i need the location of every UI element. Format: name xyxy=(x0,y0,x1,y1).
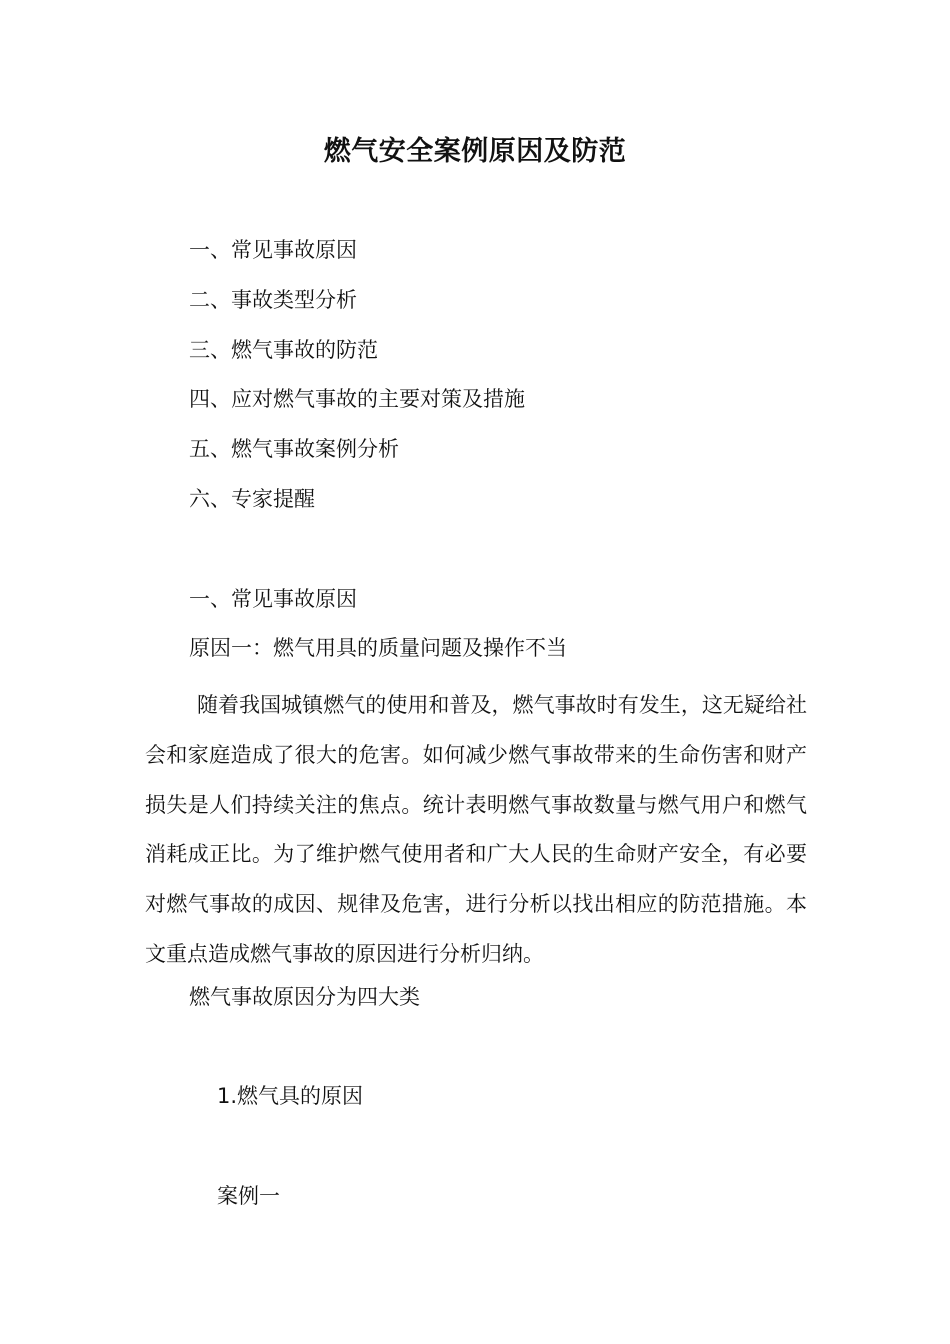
body-paragraph: 随着我国城镇燃气的使用和普及，燃气事故时有发生，这无疑给社会和家庭造成了很大的危害。如何减少燃气事故带来的生命伤害和财产损失是人们持续关注的焦点。统计表明燃气事故数量与燃气用户和燃气消耗成正比。为了维护燃气使用者和广大人民的生命财产安全，有必要对燃气事故的成因、规律及危害，进行分析以找出相应的防范措施。本文重点造成燃气事故的原因进行分析归纳。 xyxy=(145,693,807,966)
case-label: 案例一 xyxy=(217,1184,280,1208)
document-title: 燃气安全案例原因及防范 xyxy=(323,136,627,167)
section-heading: 一、常见事故原因 xyxy=(189,587,357,611)
toc-item-3: 三、燃气事故的防范 xyxy=(189,338,378,362)
categories-intro: 燃气事故原因分为四大类 xyxy=(189,985,420,1009)
list-item-1: 1.燃气具的原因 xyxy=(217,1084,364,1108)
toc-item-6: 六、专家提醒 xyxy=(189,487,315,511)
toc-item-2: 二、事故类型分析 xyxy=(189,288,357,312)
toc-item-5: 五、燃气事故案例分析 xyxy=(189,437,399,461)
section-subheading: 原因一：燃气用具的质量问题及操作不当 xyxy=(189,636,567,660)
toc-item-4: 四、应对燃气事故的主要对策及措施 xyxy=(189,387,525,411)
toc-item-1: 一、常见事故原因 xyxy=(189,238,357,262)
